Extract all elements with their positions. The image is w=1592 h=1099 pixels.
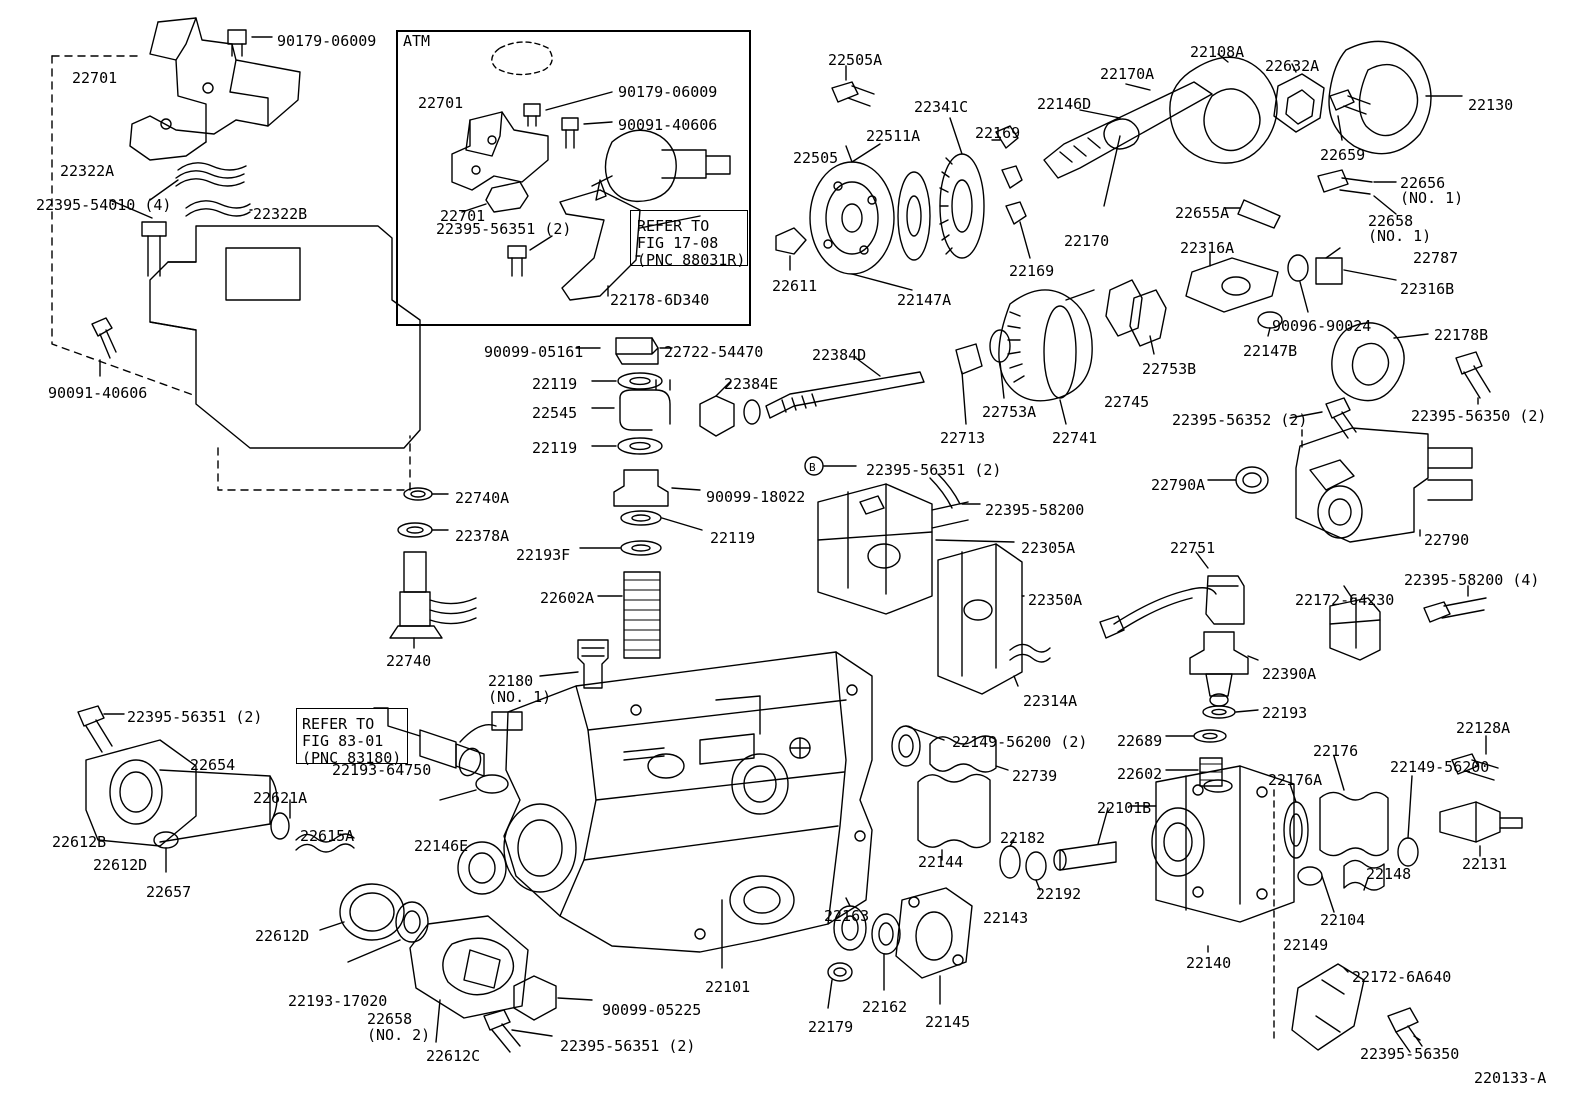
part-callout-c86: 22790A <box>1151 476 1206 494</box>
part-callout-c53: 22505A <box>828 51 883 69</box>
part-callout-c29: 22602A <box>540 589 595 607</box>
part-callout-c97: 22193 <box>1262 704 1308 722</box>
part-callout-c77: 22753A <box>982 403 1037 421</box>
part-callout-c73: 22147B <box>1243 342 1298 360</box>
part-callout-c12: 22395-56351 (2) <box>436 220 572 238</box>
part-callout-c81: 22169 <box>1009 262 1055 280</box>
part-callout-c103: 22176 <box>1313 742 1359 760</box>
part-callout-c30: 22740 <box>386 652 432 670</box>
part-callout-c63: 22659 <box>1320 146 1366 164</box>
part-callout-c54: 22505 <box>793 149 839 167</box>
part-callout-c2: ATM <box>403 32 431 50</box>
part-callout-c22: 22384E <box>724 375 779 393</box>
part-callout-c75: 22745 <box>1104 393 1150 411</box>
part-callout-c50: 90099-05225 <box>602 1001 702 1019</box>
part-callout-c98: 22149-56200 (2) <box>952 733 1088 751</box>
part-callout-c58: 22146D <box>1037 95 1092 113</box>
part-callout-c65: (NO. 1) <box>1400 189 1464 207</box>
part-callout-c84: 22395-56350 (2) <box>1411 407 1547 425</box>
svg-text:B: B <box>809 461 816 474</box>
part-callout-c104: 22149-56200 <box>1390 758 1490 776</box>
part-callout-c83: 22178B <box>1434 326 1489 344</box>
part-callout-c78: 22713 <box>940 429 986 447</box>
part-callout-c60: 22108A <box>1190 43 1245 61</box>
part-callout-c113: 22149 <box>1283 936 1329 954</box>
part-callout-c62: 22130 <box>1468 96 1514 114</box>
part-callout-c26: 22193F <box>516 546 571 564</box>
part-callout-c55: 22511A <box>866 127 921 145</box>
part-callout-c96: 22390A <box>1262 665 1317 683</box>
part-callout-c5: 22395-54010 (4) <box>36 196 172 214</box>
part-callout-c101: 22602 <box>1117 765 1163 783</box>
part-callout-c41: 22612B <box>52 833 107 851</box>
part-callout-c82: 22170 <box>1064 232 1110 250</box>
part-callout-c44: 22612D <box>255 927 310 945</box>
part-callout-c13: REFER TO <box>637 217 710 235</box>
part-callout-c74: 22753B <box>1142 360 1197 378</box>
part-callout-c47: 22658 <box>367 1010 413 1028</box>
part-callout-c9: 90179-06009 <box>618 83 718 101</box>
part-callout-c19: 22119 <box>532 375 578 393</box>
part-callout-c48: (NO. 2) <box>367 1026 431 1044</box>
part-callout-c118: 22179 <box>808 1018 854 1036</box>
part-callout-c109: 22192 <box>1036 885 1082 903</box>
part-callout-c70: 22655A <box>1175 204 1230 222</box>
part-callout-c87: 22790 <box>1424 531 1470 549</box>
part-callout-c36: 22193-64750 <box>332 761 432 779</box>
part-callout-c23: 22384D <box>812 346 867 364</box>
part-callout-c79: 22611 <box>772 277 818 295</box>
part-callout-c21: 22119 <box>532 439 578 457</box>
part-callout-c34: FIG 83-01 <box>302 732 384 750</box>
part-callout-c114: 22163 <box>824 907 870 925</box>
part-callout-c91: 22350A <box>1028 591 1083 609</box>
part-callout-c39: 22621A <box>253 789 308 807</box>
part-callout-c69: 22316B <box>1400 280 1455 298</box>
part-callout-c95: 22314A <box>1023 692 1078 710</box>
part-callout-c56: 22341C <box>914 98 969 116</box>
part-callout-c20: 22545 <box>532 404 578 422</box>
part-callout-c1: 90179-06009 <box>277 32 377 50</box>
part-callout-c88: 22395-56351 (2) <box>866 461 1002 479</box>
part-callout-c68: 22787 <box>1413 249 1459 267</box>
part-callout-c27: 22119 <box>710 529 756 547</box>
part-callout-c8: 22701 <box>418 94 464 112</box>
part-callout-c115: 22143 <box>983 909 1029 927</box>
part-callout-c72: 90096-90024 <box>1272 317 1372 335</box>
part-callout-c16: 22178-6D340 <box>610 291 710 309</box>
part-callout-c14: FIG 17-08 <box>637 234 719 252</box>
part-callout-c94: 22395-58200 (4) <box>1404 571 1540 589</box>
part-callout-c31: 22180 <box>488 672 534 690</box>
part-callout-c64: 22656 <box>1400 174 1446 192</box>
part-callout-c85: 22395-56352 (2) <box>1172 411 1308 429</box>
part-callout-c80: 22147A <box>897 291 952 309</box>
part-callout-c100: 22689 <box>1117 732 1163 750</box>
part-callout-c61: 22632A <box>1265 57 1320 75</box>
part-callout-c57: 22169 <box>975 124 1021 142</box>
part-callout-c106: 22101B <box>1097 799 1152 817</box>
part-callout-c89: 22395-58200 <box>985 501 1085 519</box>
part-callout-c15: (PNC 88031R) <box>637 251 746 269</box>
part-callout-c46: 22193-17020 <box>288 992 388 1010</box>
part-callout-c28: 90099-18022 <box>706 488 806 506</box>
part-callout-c116: 22140 <box>1186 954 1232 972</box>
part-callout-c59: 22170A <box>1100 65 1155 83</box>
part-callout-c18: 22722-54470 <box>664 343 764 361</box>
part-callout-c108: 22144 <box>918 853 964 871</box>
part-callout-c6: 22322B <box>253 205 308 223</box>
part-callout-c92: 22751 <box>1170 539 1216 557</box>
part-callout-c107: 22182 <box>1000 829 1046 847</box>
part-callout-c71: 22316A <box>1180 239 1235 257</box>
part-callout-c102: 22128A <box>1456 719 1511 737</box>
part-callout-c90: 22305A <box>1021 539 1076 557</box>
part-callout-c17: 90099-05161 <box>484 343 584 361</box>
part-callout-c24: 22740A <box>455 489 510 507</box>
part-callout-c38: 22654 <box>190 756 236 774</box>
part-callout-c25: 22378A <box>455 527 510 545</box>
part-callout-c105: 22176A <box>1268 771 1323 789</box>
part-callout-c32: (NO. 1) <box>488 688 552 706</box>
part-callout-c35: (PNC 83180) <box>302 749 402 767</box>
part-callout-c42: 22612D <box>93 856 148 874</box>
part-callout-c117: 22162 <box>862 998 908 1016</box>
part-callout-c121: 22395-56350 <box>1360 1045 1460 1063</box>
part-callout-c37: 22395-56351 (2) <box>127 708 263 726</box>
part-callout-c99: 22739 <box>1012 767 1058 785</box>
part-callout-c49: 22612C <box>426 1047 481 1065</box>
atm-inset-frame <box>396 30 751 326</box>
part-callout-c111: 22131 <box>1462 855 1508 873</box>
part-callout-c7: 90091-40606 <box>48 384 148 402</box>
part-callout-c33: REFER TO <box>302 715 375 733</box>
part-callout-c43: 22657 <box>146 883 192 901</box>
part-callout-c119: 22145 <box>925 1013 971 1031</box>
part-callout-c45: 22146E <box>414 837 469 855</box>
part-callout-c4: 22322A <box>60 162 115 180</box>
part-callout-c76: 22741 <box>1052 429 1098 447</box>
part-callout-c110: 22148 <box>1366 865 1412 883</box>
part-callout-c66: 22658 <box>1368 212 1414 230</box>
part-callout-c67: (NO. 1) <box>1368 227 1432 245</box>
part-callout-c52: 22101 <box>705 978 751 996</box>
part-callout-c10: 90091-40606 <box>618 116 718 134</box>
part-callout-c112: 22104 <box>1320 911 1366 929</box>
part-callout-c93: 22172-64230 <box>1295 591 1395 609</box>
part-callout-c122: 220133-A <box>1474 1069 1547 1087</box>
part-callout-c40: 22615A <box>300 827 355 845</box>
part-callout-c3: 22701 <box>72 69 118 87</box>
part-callout-c51: 22395-56351 (2) <box>560 1037 696 1055</box>
part-callout-c120: 22172-6A640 <box>1352 968 1452 986</box>
part-callout-c11: 22701 <box>440 207 486 225</box>
